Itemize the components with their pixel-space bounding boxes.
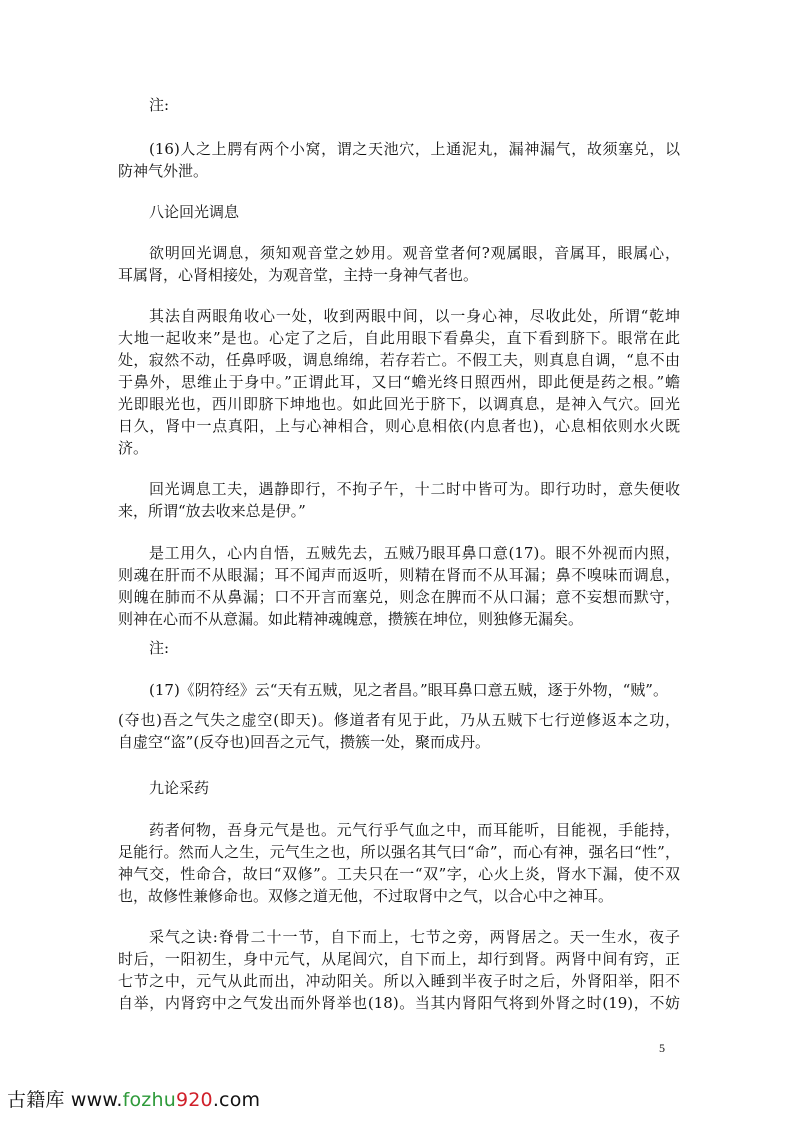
watermark-logo: [7, 1085, 260, 1112]
text-line: 济。: [118, 439, 149, 457]
text-line: 自虚空“盗”(反夺也)回吾之元气，攒簇一处，聚而成丹。: [118, 733, 491, 751]
paragraph: [118, 542, 680, 630]
text-line: 也，故修性兼修命也。双修之道无他，不过取肾中之气，以合心中之神耳。: [118, 887, 614, 905]
text-line: 来，所谓“放去收来总是伊。”: [118, 502, 306, 520]
text-line: 防神气外泄。: [118, 162, 209, 180]
page-number: 5: [659, 1041, 665, 1055]
watermark-suffix: .com: [212, 1089, 261, 1111]
section-heading: [149, 637, 711, 659]
paragraph: [118, 709, 680, 753]
section-heading: [149, 201, 711, 223]
text-line: 大地一起收来”是也。心定了之后，自此用眼下看鼻尖，直下看到脐下。眼常在此: [118, 329, 680, 347]
section-heading: [149, 94, 711, 116]
text-line: 回光调息工夫，遇静即行，不拘子午，十二时中皆可为。即行功时，意失便收: [149, 480, 680, 498]
paragraph: [118, 819, 680, 907]
section-heading: [149, 777, 711, 799]
text-line: 耳属肾，心肾相接处，为观音堂，主持一身神气者也。: [118, 266, 479, 284]
text-line: 足能行。然而人之生，元气生之也，所以强名其气曰“命”，而心有神，强名曰“性”，: [118, 843, 680, 861]
paragraph: [118, 679, 680, 701]
text-line: 七节之中，元气从此而出，冲动阳关。所以入睡到半夜子时之后，外肾阳举，阳不: [118, 972, 680, 990]
text-line: 注:: [149, 639, 170, 657]
text-line: 处，寂然不动，任鼻呼吸，调息绵绵，若存若亡。不假工夫，则真息自调，“息不由: [118, 351, 680, 369]
text-line: 是工用久，心内自悟，五贼先去，五贼乃眼耳鼻口意(17)。眼不外视而内照，: [149, 544, 680, 562]
text-line: 神气交，性命合，故曰“双修”。工夫只在一“双”字，心火上炎，肾水下漏，使不双: [118, 865, 680, 883]
text-line: 注:: [149, 96, 170, 114]
text-line: (夺也)吾之气失之虚空(即天)。修道者有见于此，乃从五贼下七行逆修返本之功，: [118, 711, 680, 729]
watermark-prefix: 古籍库 www.: [7, 1089, 123, 1111]
text-line: (17)《阴符经》云“天有五贼，见之者昌。”眼耳鼻口意五贼，逐于外物，“贼”。: [149, 681, 668, 699]
text-line: 则魄在肺而不从鼻漏；口不开言而塞兑，则念在脾而不从口漏；意不妄想而默守，: [118, 588, 680, 606]
text-line: 时后，一阳初生，身中元气，从尾闾穴，自下而上，却行到肾。两肾中间有窍，正: [118, 950, 680, 968]
paragraph: [118, 305, 680, 459]
text-line: 则魂在肝而不从眼漏；耳不闻声而返听，则精在肾而不从耳漏；鼻不嗅味而调息，: [118, 566, 680, 584]
paragraph: [118, 242, 680, 286]
text-line: (16)人之上腭有两个小窝，谓之天池穴，上通泥丸，漏神漏气，故须塞兑，以: [149, 140, 680, 158]
text-line: 九论采药: [149, 779, 210, 797]
text-line: 自举，内肾窍中之气发出而外肾举也(18)。当其内肾阳气将到外肾之时(19)，不妨: [118, 994, 680, 1012]
text-line: 八论回光调息: [149, 203, 240, 221]
paragraph: [118, 926, 680, 1014]
text-line: 光即眼光也，西川即脐下坤地也。如此回光于脐下，以调真息，是神入气穴。回光: [118, 395, 680, 413]
text-line: 欲明回光调息，须知观音堂之妙用。观音堂者何?观属眼，音属耳，眼属心，: [149, 244, 680, 262]
text-line: 日久，肾中一点真阳，上与心神相合，则心息相依(内息者也)，心息相依则水火既: [118, 417, 680, 435]
paragraph: [118, 138, 680, 182]
text-line: 采气之诀:脊骨二十一节，自下而上，七节之旁，两肾居之。天一生水，夜子: [149, 928, 680, 946]
watermark-green: fozhu: [122, 1089, 176, 1111]
text-line: 药者何物，吾身元气是也。元气行乎气血之中，而耳能听，目能视，手能持，: [149, 821, 680, 839]
watermark-red: 920: [175, 1089, 213, 1111]
text-line: 其法自两眼角收心一处，收到两眼中间，以一身心神，尽收此处，所谓“乾坤: [149, 307, 680, 325]
paragraph: [118, 478, 680, 522]
text-line: 于鼻外，思维止于身中。”正谓此耳，又曰“蟾光终日照西州，即此便是药之根。”蟾: [118, 373, 680, 391]
text-line: 则神在心而不从意漏。如此精神魂魄意，攒簇在坤位，则独修无漏矣。: [118, 610, 584, 628]
